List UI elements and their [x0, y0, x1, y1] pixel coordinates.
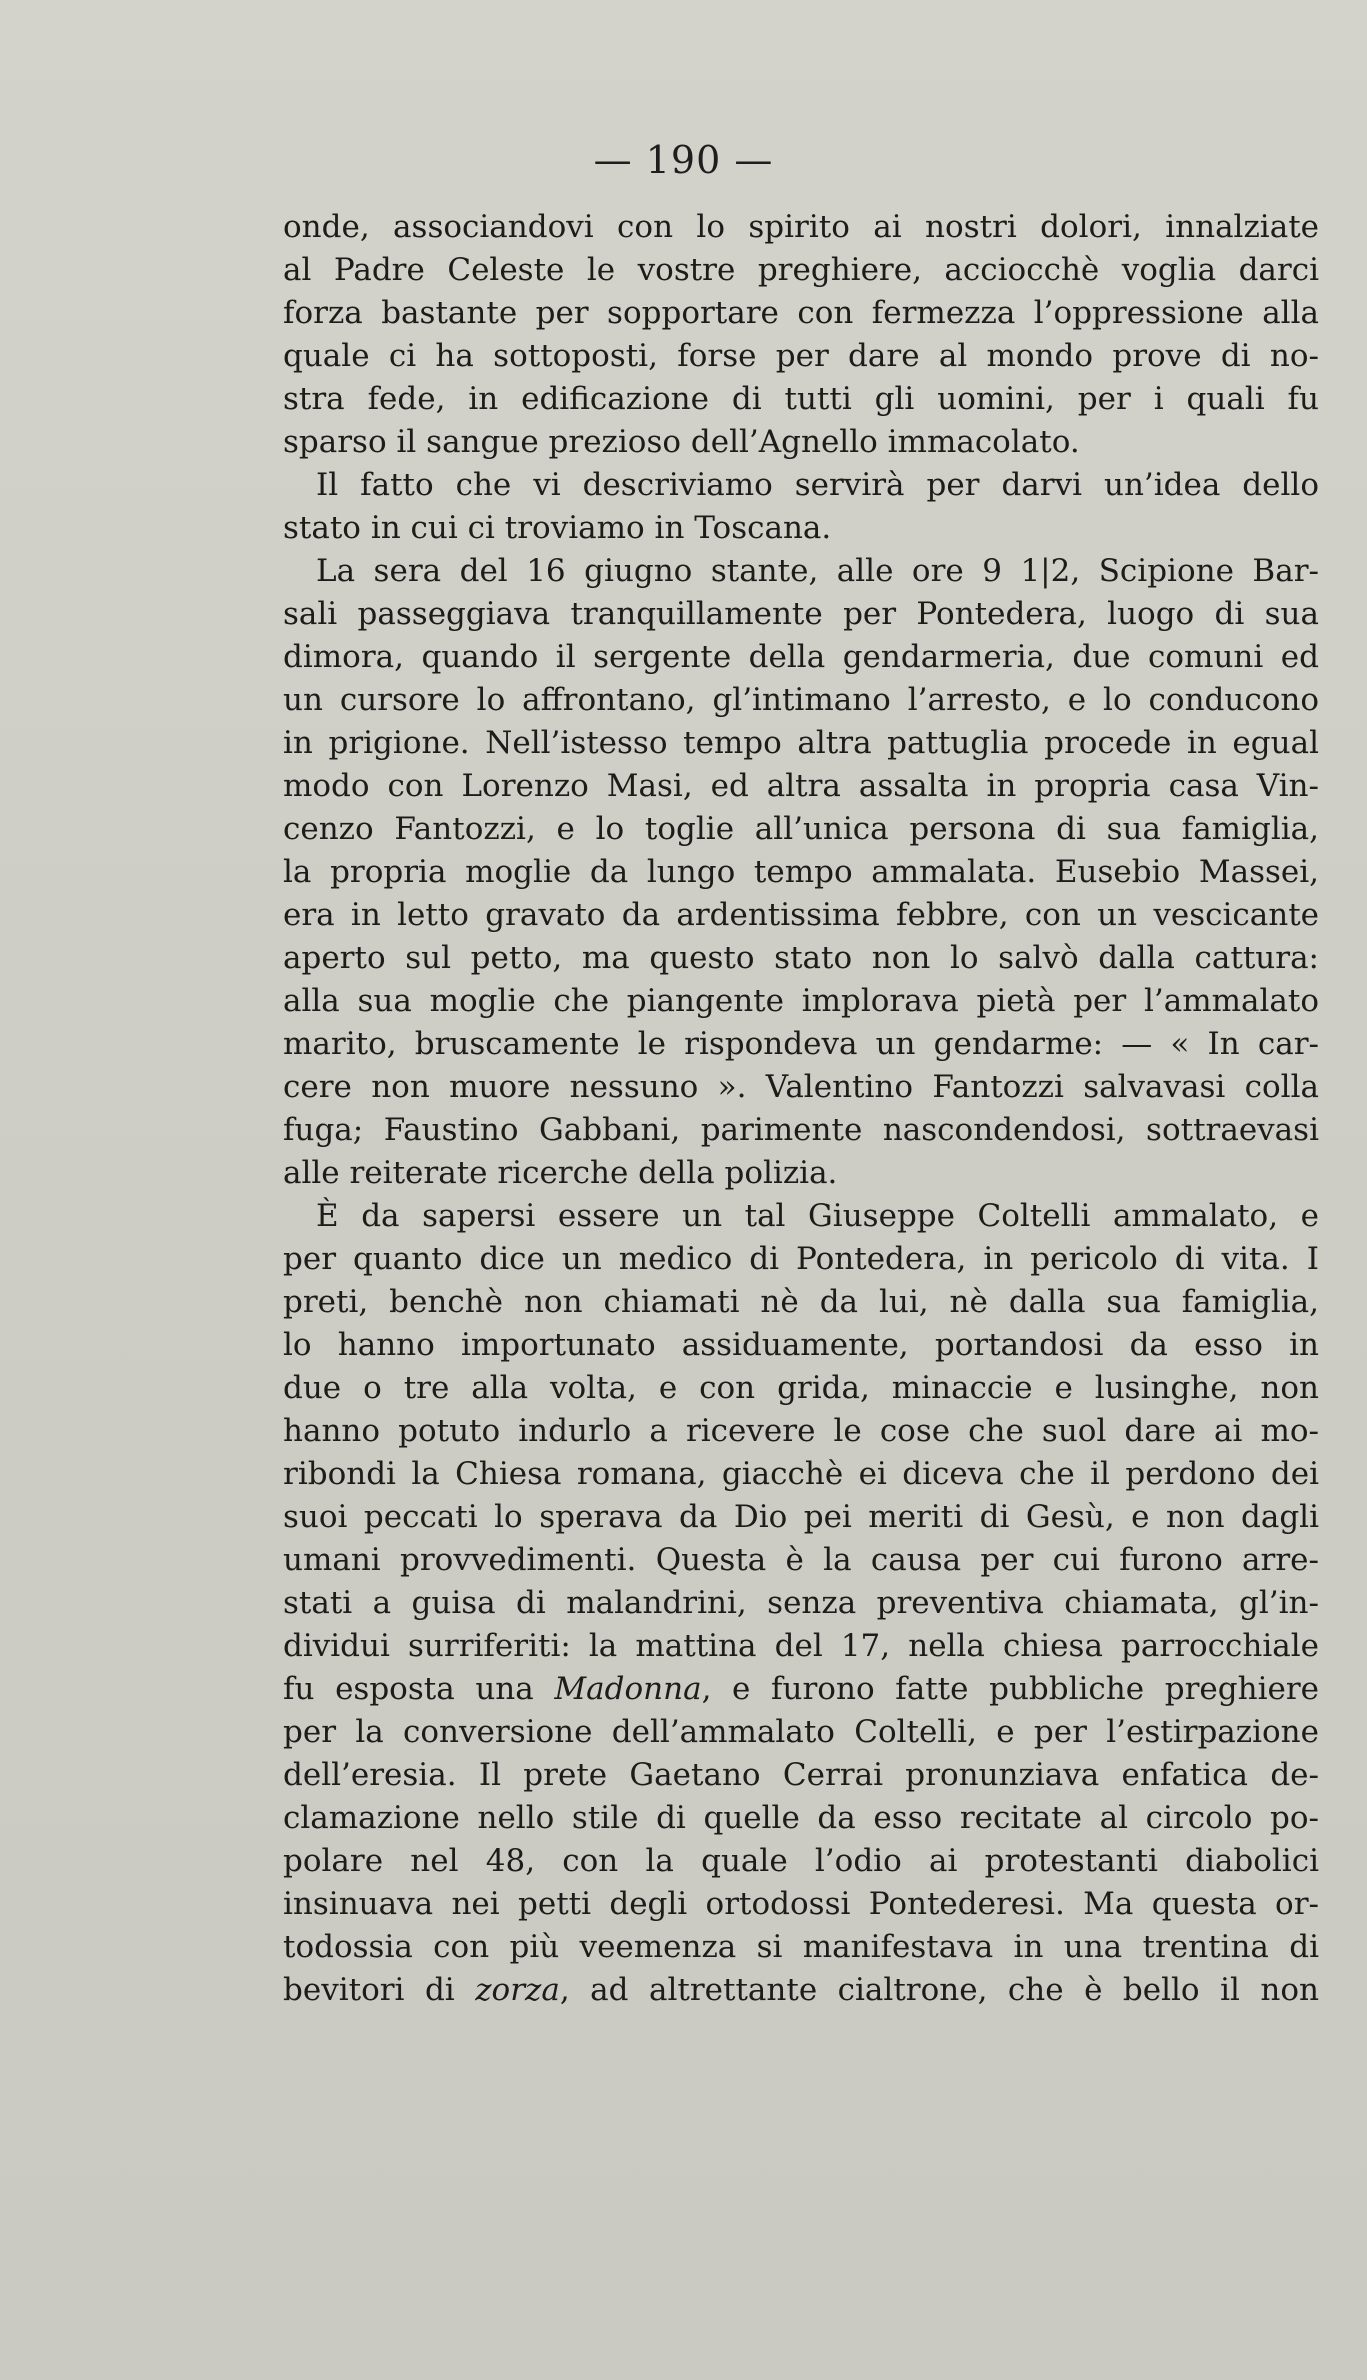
text-line: per la conversione dell’ammalato Coltelli, e per l’estirpazione [283, 1714, 1319, 1750]
text-segment: fu esposta una [283, 1671, 555, 1707]
text-segment: , e furono fatte pubbliche preghiere [701, 1671, 1319, 1707]
text-line: per quanto dice un medico di Pontedera, in pericolo di vita. I [283, 1241, 1319, 1277]
text-line: stati a guisa di malandrini, senza preventiva chiamata, gl’in- [283, 1585, 1319, 1621]
text-line: È da sapersi essere un tal Giuseppe Coltelli ammalato, e [316, 1198, 1319, 1234]
text-line: onde, associandovi con lo spirito ai nostri dolori, innalziate [283, 209, 1319, 245]
text-line: sparso il sangue prezioso dell’Agnello immacolato. [283, 424, 1080, 460]
text-segment: , ad altrettante cialtrone, che è bello il non [559, 1972, 1319, 2008]
text-line: aperto sul petto, ma questo stato non lo salvò dalla cattura: [283, 940, 1319, 976]
text-line: stra fede, in edificazione di tutti gli uomini, per i quali fu [283, 381, 1319, 417]
text-line: insinuava nei petti degli ortodossi Pontederesi. Ma questa or- [283, 1886, 1319, 1922]
text-line: Il fatto che vi descriviamo servirà per darvi un’idea dello [316, 467, 1319, 503]
text-line: fuga; Faustino Gabbani, parimente nascondendosi, sottraevasi [283, 1112, 1319, 1148]
text-line: todossia con più veemenza si manifestava in una trentina di [283, 1929, 1319, 1965]
text-line: alle reiterate ricerche della polizia. [283, 1155, 838, 1191]
text-line: lo hanno importunato assiduamente, portandosi da esso in [283, 1327, 1319, 1363]
text-line: preti, benchè non chiamati nè da lui, nè dalla sua famiglia, [283, 1284, 1319, 1320]
text-line: la propria moglie da lungo tempo ammalata. Eusebio Massei, [283, 854, 1319, 890]
text-line: marito, bruscamente le rispondeva un gendarme: — « In car- [283, 1026, 1319, 1062]
text-line: cere non muore nessuno ». Valentino Fantozzi salvavasi colla [283, 1069, 1319, 1105]
text-line: dimora, quando il sergente della gendarmeria, due comuni ed [283, 639, 1319, 675]
text-line: polare nel 48, con la quale l’odio ai protestanti diabolici [283, 1843, 1319, 1879]
text-line: clamazione nello stile di quelle da esso recitate al circolo po- [283, 1800, 1319, 1836]
text-line: ribondi la Chiesa romana, giacchè ei diceva che il perdono dei [283, 1456, 1319, 1492]
text-line: era in letto gravato da ardentissima febbre, con un vescicante [283, 897, 1319, 933]
text-line: in prigione. Nell’istesso tempo altra pattuglia procede in egual [283, 725, 1319, 761]
text-segment: bevitori di [283, 1972, 476, 2008]
text-line: forza bastante per sopportare con fermezza l’oppressione alla [283, 295, 1319, 331]
text-line: cenzo Fantozzi, e lo toglie all’unica persona di sua famiglia, [283, 811, 1319, 847]
text-line [283, 1969, 1319, 2012]
text-line: al Padre Celeste le vostre preghiere, acciocchè voglia darci [283, 252, 1319, 288]
text-line: alla sua moglie che piangente implorava pietà per l’ammalato [283, 983, 1319, 1019]
text-line: sali passeggiava tranquillamente per Pontedera, luogo di sua [283, 596, 1319, 632]
italic-word: Madonna [554, 1671, 702, 1707]
text-line: modo con Lorenzo Masi, ed altra assalta in propria casa Vin- [283, 768, 1319, 804]
page-number: — 190 — [593, 138, 774, 182]
text-line: dell’eresia. Il prete Gaetano Cerrai pronunziava enfatica de- [283, 1757, 1319, 1793]
italic-word: zorza [475, 1972, 560, 2008]
text-line: un cursore lo affrontano, gl’intimano l’arresto, e lo conducono [283, 682, 1319, 718]
body-text [283, 206, 1319, 2012]
text-line: umani provvedimenti. Questa è la causa per cui furono arre- [283, 1542, 1319, 1578]
text-line: dividui surriferiti: la mattina del 17, nella chiesa parrocchiale [283, 1628, 1319, 1664]
text-line: quale ci ha sottoposti, forse per dare al mondo prove di no- [283, 338, 1319, 374]
text-line: suoi peccati lo sperava da Dio pei meriti di Gesù, e non dagli [283, 1499, 1319, 1535]
text-line: La sera del 16 giugno stante, alle ore 9 1|2, Scipione Bar- [316, 553, 1319, 589]
text-line [283, 1668, 1319, 1711]
text-line: stato in cui ci troviamo in Toscana. [283, 510, 832, 546]
text-line: hanno potuto indurlo a ricevere le cose che suol dare ai mo- [283, 1413, 1319, 1449]
text-line: due o tre alla volta, e con grida, minaccie e lusinghe, non [283, 1370, 1319, 1406]
